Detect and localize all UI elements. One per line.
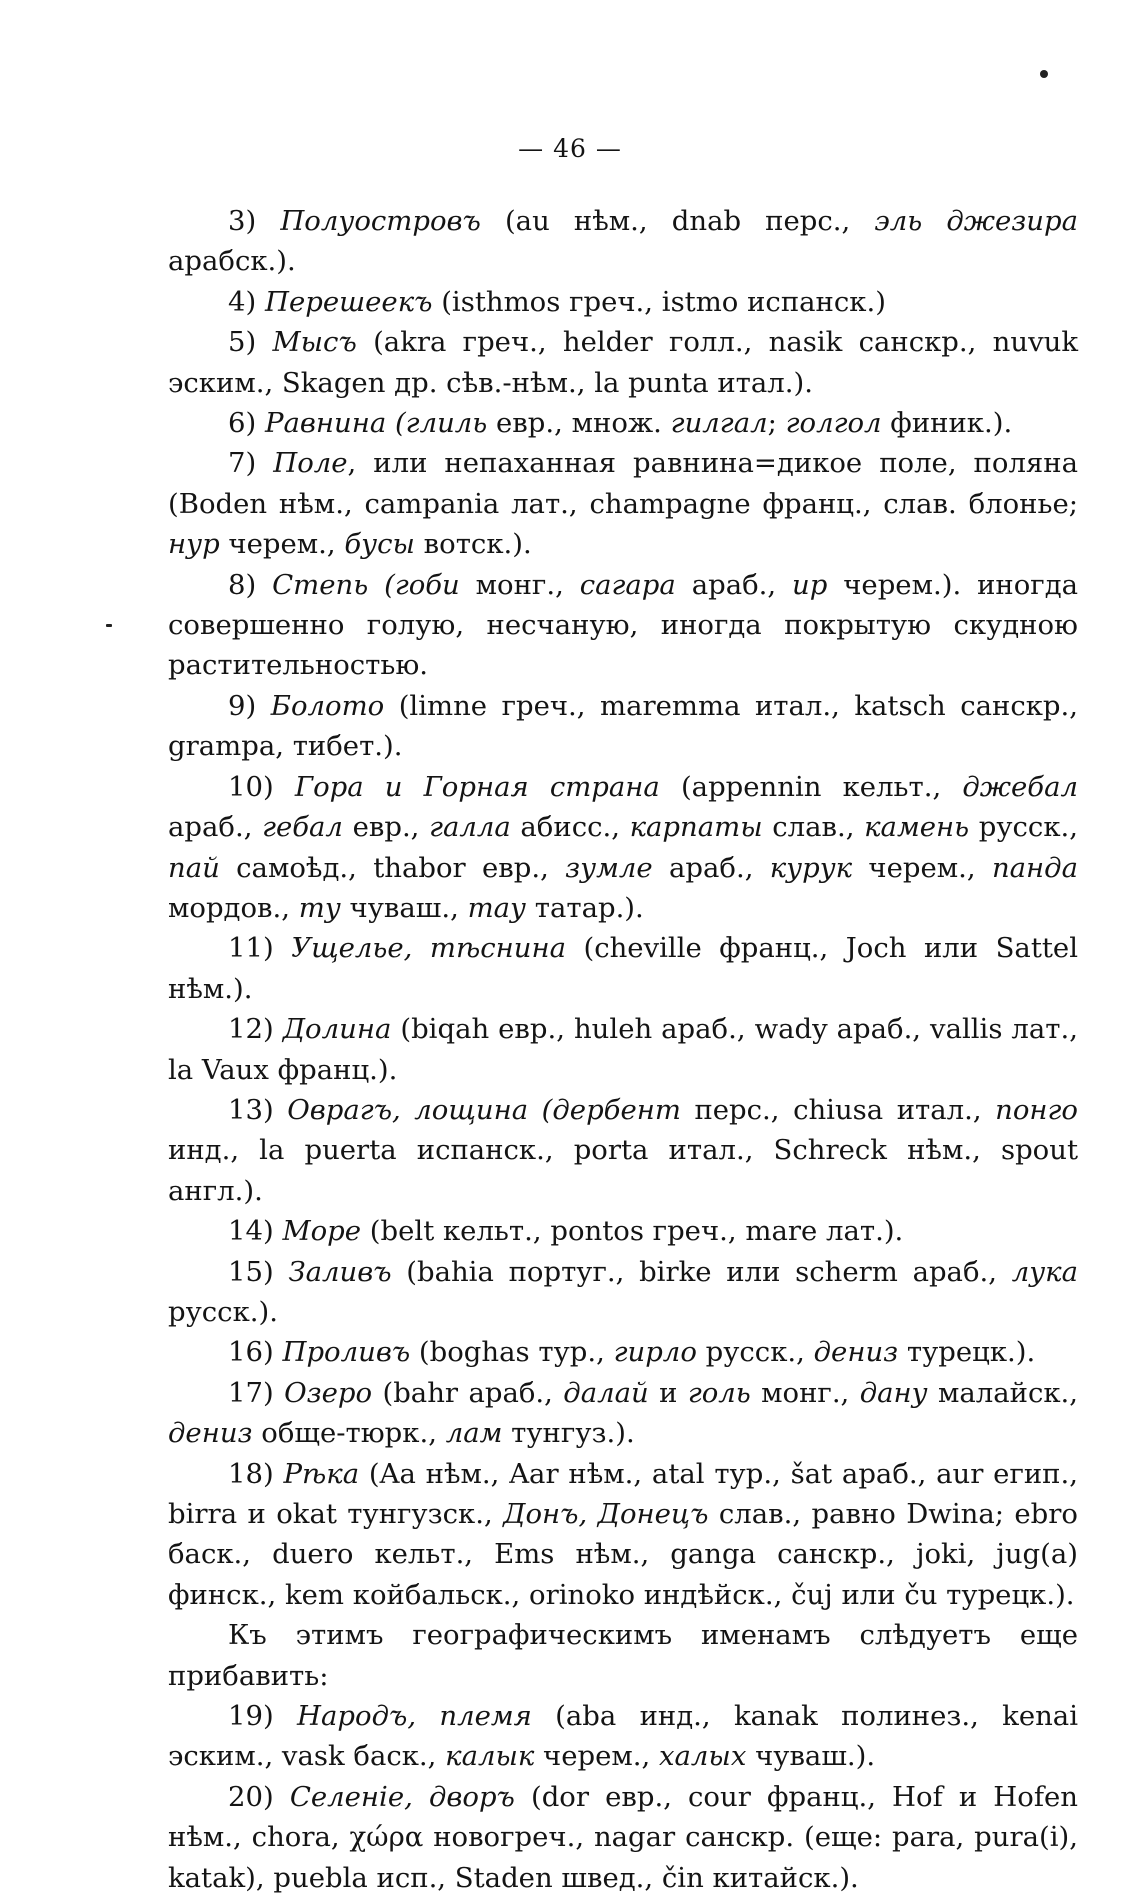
italic-term: пай xyxy=(168,851,220,884)
paragraph xyxy=(168,282,1078,322)
text-run: самоѣд., thabor евр., xyxy=(219,851,566,884)
text-run: и xyxy=(648,1376,688,1409)
text-run: (bahia португ., birke или scherm араб., xyxy=(391,1255,1012,1288)
text-run: (cheville франц., Joch или Sattel нѣм.). xyxy=(168,932,1078,1005)
italic-term: панда xyxy=(991,851,1078,884)
paragraph xyxy=(168,928,1078,1009)
paragraph xyxy=(168,1332,1078,1372)
text-run: араб., xyxy=(168,811,263,844)
paragraph xyxy=(168,1454,1078,1616)
italic-term: зумле xyxy=(565,851,653,884)
text-run: чуваш., xyxy=(340,891,468,924)
text-run: черем., xyxy=(534,1740,660,1773)
text-run: (akra греч., helder голл., nasik санскр., nuvuk эским., Skagen др. сѣв.-нѣм., la punta итал.). xyxy=(168,326,1078,399)
text-run: 14) xyxy=(228,1215,283,1248)
italic-term: халых xyxy=(659,1740,747,1773)
italic-term: Оврагъ, лощина (дербент xyxy=(287,1093,681,1126)
text-run: (limne греч., maremma итал., katsch санскр., grampa, тибет.). xyxy=(168,689,1079,763)
text-run: 4) xyxy=(228,285,265,318)
italic-term: лам xyxy=(445,1417,503,1450)
italic-term: дану xyxy=(859,1376,928,1409)
italic-term: голь xyxy=(687,1376,751,1409)
text-run: 7) xyxy=(228,447,274,480)
italic-term: Гора и Горная страна xyxy=(294,770,660,803)
italic-term: бусы xyxy=(344,528,415,561)
paragraph xyxy=(168,686,1078,767)
italic-term: далай xyxy=(563,1376,649,1409)
italic-term: голгол xyxy=(785,407,882,440)
italic-term: ир xyxy=(792,568,828,601)
text-run: (bahr араб., xyxy=(372,1376,564,1409)
italic-term: дениз xyxy=(813,1336,899,1369)
text-run: 16) xyxy=(228,1336,283,1369)
text-run: русск., xyxy=(969,811,1078,844)
text-run: 5) xyxy=(228,326,273,359)
text-run: татар.). xyxy=(526,891,644,924)
italic-term: гебал xyxy=(262,811,343,844)
paragraph xyxy=(168,767,1078,929)
italic-term: Поле xyxy=(273,447,348,480)
text-run: монг., xyxy=(459,568,580,601)
paragraph xyxy=(168,1615,1078,1696)
text-run: инд., la puerta испанск., porta итал., Schreck нѣм., spout англ.). xyxy=(168,1134,1078,1207)
italic-term: Донъ, Донецъ xyxy=(503,1498,709,1530)
text-run: (au нѣм., dnab перс., xyxy=(480,205,875,237)
text-run: русск., xyxy=(696,1336,814,1369)
text-run: Къ этимъ географическимъ именамъ слѣдуетъ еще прибавить: xyxy=(168,1619,1078,1692)
italic-term: Долина xyxy=(282,1013,392,1046)
paragraph xyxy=(168,1252,1078,1333)
paragraph xyxy=(168,565,1078,686)
italic-term: тау xyxy=(467,891,526,924)
text-run: вотск.). xyxy=(414,528,532,561)
paragraph xyxy=(168,443,1078,564)
text-run: (isthmos греч., istmo испанск.) xyxy=(432,285,886,318)
text-body xyxy=(168,201,1078,1898)
paragraph xyxy=(168,201,1078,282)
text-run: малайск., xyxy=(927,1376,1079,1409)
text-run: черем.). иногда совершенно голую, несчаную, иногда покрытую скудною растительностью. xyxy=(168,568,1079,682)
text-run: 13) xyxy=(228,1093,288,1126)
italic-term: Море xyxy=(282,1215,362,1248)
text-run: 8) xyxy=(228,568,273,601)
text-run: чуваш.). xyxy=(746,1740,876,1773)
italic-term: эль джезира xyxy=(874,205,1079,237)
paragraph xyxy=(168,322,1078,403)
text-run: 3) xyxy=(228,205,281,237)
text-run: 11) xyxy=(228,932,292,965)
text-run: обще-тюрк., xyxy=(252,1417,446,1450)
italic-term: карпаты xyxy=(629,811,763,844)
italic-term: Заливъ xyxy=(288,1255,392,1288)
text-run: 20) xyxy=(228,1780,290,1813)
text-run: русск.). xyxy=(168,1295,278,1328)
paragraph xyxy=(168,1373,1078,1454)
paragraph xyxy=(168,1696,1078,1777)
paragraph xyxy=(168,403,1078,443)
italic-term: дениз xyxy=(168,1417,253,1450)
text-run: 6) xyxy=(228,407,265,440)
text-run: 12) xyxy=(228,1013,283,1046)
text-run: 15) xyxy=(228,1255,289,1288)
italic-term: Равнина (глиль xyxy=(264,407,488,440)
italic-term: Рѣка xyxy=(283,1457,360,1490)
print-speck xyxy=(1040,70,1048,78)
text-run: 19) xyxy=(228,1700,298,1733)
italic-term: гирло xyxy=(613,1336,697,1369)
text-run: тунгуз.). xyxy=(502,1417,635,1450)
text-run: араб., xyxy=(652,851,770,884)
text-run: черем., xyxy=(852,851,992,884)
text-run: мордов., xyxy=(168,891,299,924)
text-run: евр., множ. xyxy=(487,407,671,440)
text-run: турецк.). xyxy=(898,1336,1036,1369)
text-run: (biqah евр., huleh араб., wady араб., vallis лат., la Vaux франц.). xyxy=(168,1013,1078,1086)
text-run: арабск.). xyxy=(168,245,296,278)
italic-term: Народъ, племя xyxy=(297,1700,532,1733)
italic-term: курук xyxy=(769,851,853,884)
italic-term: Мысъ xyxy=(272,326,357,359)
text-run: 10) xyxy=(228,770,295,803)
text-run: черем., xyxy=(219,528,345,561)
text-run: слав., равно Dwina; ebro баск., duero кельт., Ems нѣм., ganga санскр., joki, jug(a) финск., kem койбальск., orinoko индѣйск., čuj или ču турецк.). xyxy=(168,1498,1078,1611)
text-run: араб., xyxy=(675,568,793,601)
italic-term: нур xyxy=(168,528,220,561)
text-run: (aba инд., kanak полинез., kenai эским., vask баск., xyxy=(168,1700,1078,1773)
text-run: (belt кельт., pontos греч., mare лат.). xyxy=(361,1215,904,1248)
text-run: слав., xyxy=(762,811,865,844)
italic-term: Болото xyxy=(270,689,385,722)
text-run: 18) xyxy=(228,1457,284,1490)
italic-term: Селеніе, дворъ xyxy=(289,1780,515,1813)
page-number: — 46 — xyxy=(518,134,622,163)
text-run: перс., chiusa итал., xyxy=(680,1093,996,1126)
italic-term: Степь (гоби xyxy=(272,568,460,601)
italic-term: Проливъ xyxy=(282,1336,411,1369)
italic-term: ту xyxy=(298,891,341,924)
text-run: ; xyxy=(767,407,786,440)
text-run: евр., xyxy=(342,811,430,844)
paragraph xyxy=(168,1211,1078,1251)
italic-term: Перешеекъ xyxy=(264,285,433,318)
text-run: (appennin кельт., xyxy=(659,770,963,803)
text-run: (Aa нѣм., Aar нѣм., atal тур., šat араб., aur егип., birra и okat тунгузск., xyxy=(168,1457,1078,1530)
italic-term: галла xyxy=(429,811,511,844)
text-run: (dor евр., cour франц., Hof и Hofen нѣм., chora, χώρα новогреч., nagar санскр. (еще: para, pura(i), katak), puebla исп., Staden швед., čin китайск.). xyxy=(168,1780,1078,1894)
italic-term: камень xyxy=(864,811,970,844)
italic-term: джебал xyxy=(962,770,1078,803)
italic-term: Озеро xyxy=(284,1376,373,1409)
italic-term: калык xyxy=(445,1740,535,1773)
text-run: 9) xyxy=(228,689,271,722)
paragraph xyxy=(168,1090,1078,1211)
text-run: (boghas тур., xyxy=(410,1336,614,1369)
italic-term: сагара xyxy=(579,568,676,601)
italic-term: Ущелье, тѣснина xyxy=(291,932,566,965)
paragraph xyxy=(168,1777,1078,1898)
text-run: , или непаханная равнина=дикое поле, поляна (Boden нѣм., campania лат., champagne франц., слав. блонье; xyxy=(168,447,1078,520)
text-run: финик.). xyxy=(881,407,1013,440)
italic-term: лука xyxy=(1011,1255,1078,1288)
paragraph xyxy=(168,1009,1078,1090)
text-run: абисс., xyxy=(510,811,630,844)
italic-term: понго xyxy=(995,1093,1078,1126)
italic-term: Полуостровъ xyxy=(280,205,481,237)
text-run: 17) xyxy=(228,1376,285,1409)
italic-term: гилгал xyxy=(670,407,768,440)
text-run: монг., xyxy=(750,1376,860,1409)
print-speck xyxy=(106,624,112,627)
